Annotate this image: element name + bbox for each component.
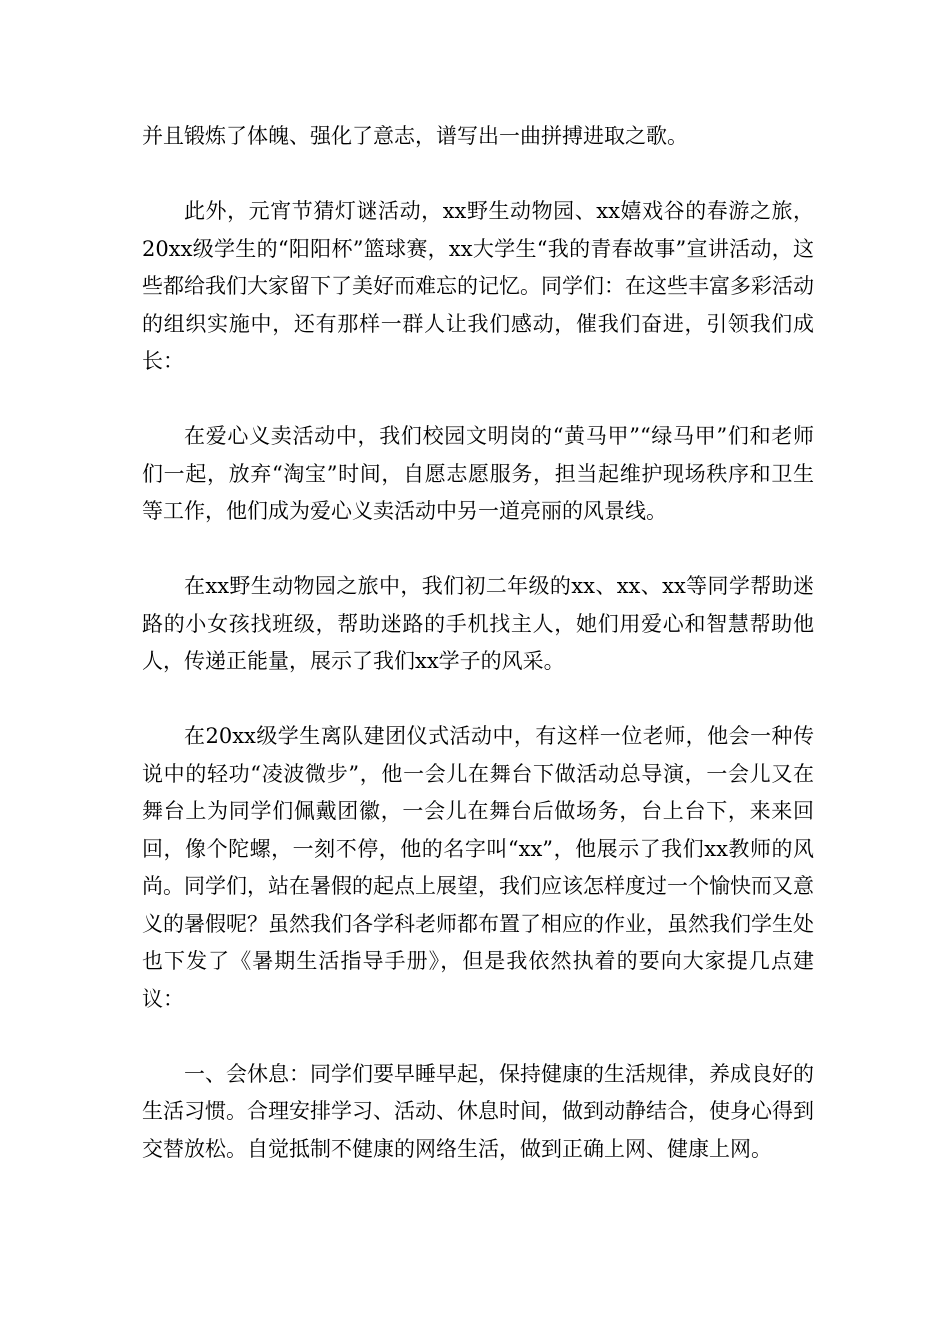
paragraph-zoo-trip: 在xx野生动物园之旅中，我们初二年级的xx、xx、xx等同学帮助迷路的小女孩找班级，帮助迷路的手机找主人，她们用爱心和智慧帮助他人，传递正能量，展示了我们xx学子的风采。: [142, 574, 814, 673]
paragraph-activities: 此外，元宵节猜灯谜活动，xx野生动物园、xx嬉戏谷的春游之旅，20xx级学生的“阳阳杯”篮球赛，xx大学生“我的青春故事”宣讲活动，这些都给我们大家留下了美好而难忘的记忆。同学们：在这些丰富多彩活动的组织实施中，还有那样一群人让我们感动，催我们奋进，引领我们成长：: [142, 199, 814, 373]
document-body: [142, 118, 814, 1168]
paragraph-suggestion-rest: 一、会休息：同学们要早睡早起，保持健康的生活规律，养成良好的生活习惯。合理安排学习、活动、休息时间，做到动静结合，使身心得到交替放松。自觉抵制不健康的网络生活，做到正确上网、健康上网。: [142, 1061, 814, 1161]
paragraph-teacher-story: 在20xx级学生离队建团仪式活动中，有这样一位老师，他会一种传说中的轻功“凌波微步”，他一会儿在舞台下做活动总导演，一会儿又在舞台上为同学们佩戴团徽，一会儿在舞台后做场务，台上台下，来来回回，像个陀螺，一刻不停，他的名字叫“xx”，他展示了我们xx教师的风尚。同学们，站在暑假的起点上展望，我们应该怎样度过一个愉快而又意义的暑假呢？虽然我们各学科老师都布置了相应的作业，虽然我们学生处也下发了《暑期生活指导手册》，但是我依然执着的要向大家提几点建议：: [142, 724, 814, 1011]
paragraph-charity-sale: 在爱心义卖活动中，我们校园文明岗的“黄马甲”“绿马甲”们和老师们一起，放弃“淘宝”时间，自愿志愿服务，担当起维护现场秩序和卫生等工作，他们成为爱心义卖活动中另一道亮丽的风景线。: [142, 424, 814, 523]
paragraph-continuation: 并且锻炼了体魄、强化了意志，谱写出一曲拼搏进取之歌。: [142, 124, 688, 148]
